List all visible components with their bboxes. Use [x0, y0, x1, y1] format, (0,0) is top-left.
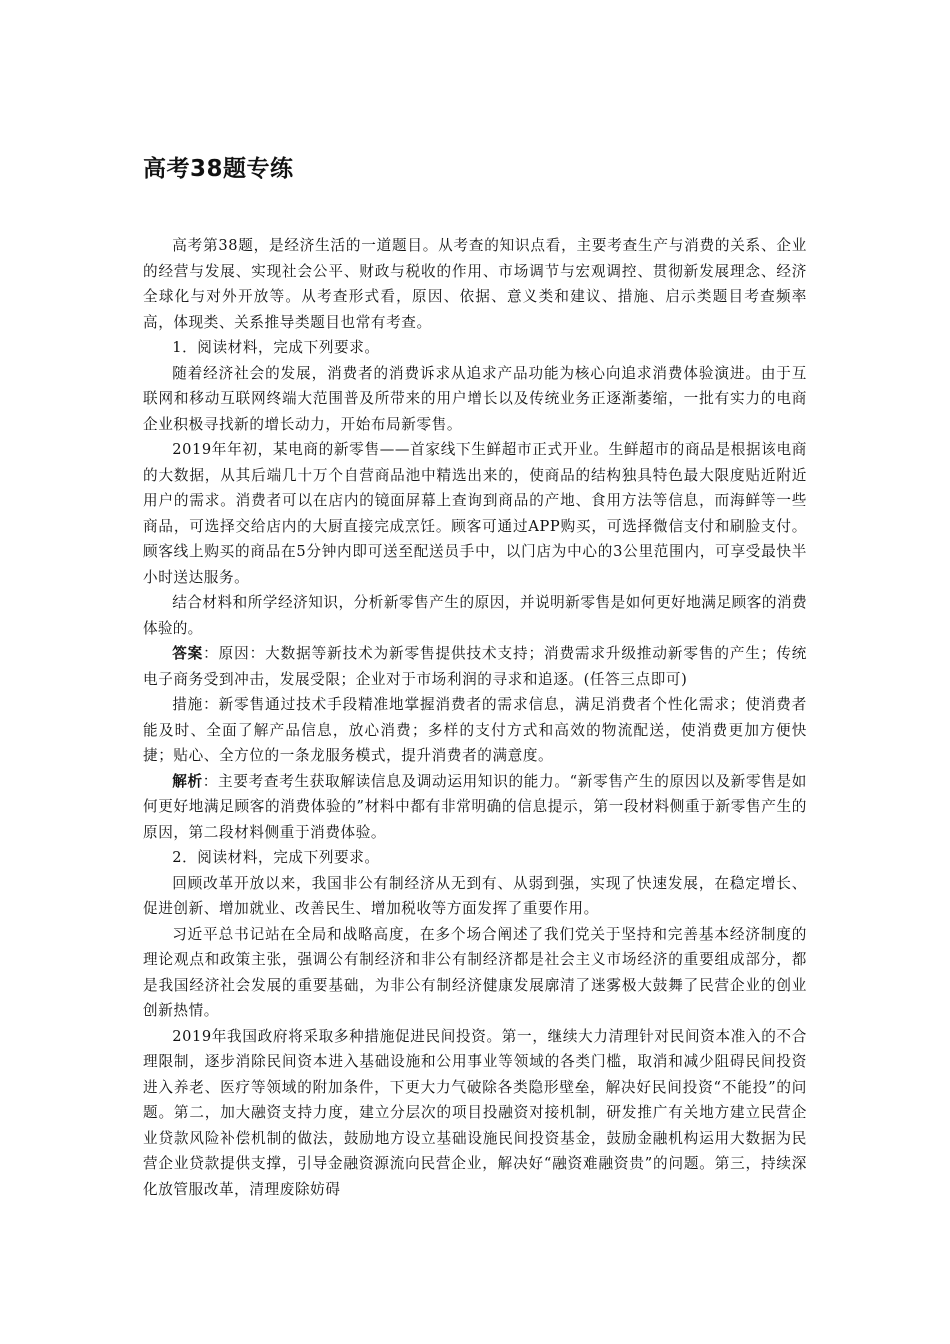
- analysis-text: ：主要考查考生获取解读信息及调动运用知识的能力。“新零售产生的原因以及新零售是如何更好地满足顾客的消费体验的”材料中都有非常明确的信息提示，第一段材料侧重于新零售产生的原因，第二段材料侧重于消费体验。: [143, 772, 807, 841]
- question-1-measures: 措施：新零售通过技术手段精准地掌握消费者的需求信息，满足消费者个性化需求；使消费者能及时、全面了解产品信息，放心消费；多样的支付方式和高效的物流配送，使消费更加方便快捷；贴心、全方位的一条龙服务模式，提升消费者的满意度。: [143, 696, 807, 764]
- answer-text: ：原因：大数据等新技术为新零售提供技术支持；消费需求升级推动新零售的产生；传统电子商务受到冲击，发展受限；企业对于市场利润的寻求和追逐。(任答三点即可): [143, 645, 807, 688]
- question-2-material-paragraph: 2019年我国政府将采取多种措施促进民间投资。第一，继续大力清理针对民间资本准入的不合理限制，逐步消除民间资本进入基础设施和公用事业等领域的各类门槛，取消和减少阻碍民间投资进入养老、医疗等领域的附加条件，下更大力气破除各类隐形壁垒，解决好民间投资“不能投”的问题。第二，加大融资支持力度，建立分层次的项目投融资对接机制，研发推广有关地方建立民营企业贷款风险补偿机制的做法，鼓励地方设立基础设施民间投资基金，鼓励金融机构运用大数据为民营企业贷款提供支撑，引导金融资源流向民营企业，解决好“融资难融资贵”的问题。第三，持续深化放管服改革，清理废除妨碍: [143, 1027, 807, 1198]
- question-1-analysis: [143, 769, 807, 846]
- intro-paragraph: 高考第38题，是经济生活的一道题目。从考查的知识点看，主要考查生产与消费的关系、企业的经营与发展、实现社会公平、财政与税收的作用、市场调节与宏观调控、贯彻新发展理念、经济全球化与对外开放等。从考查形式看，原因、依据、意义类和建议、措施、启示类题目考查频率高，体现类、关系推导类题目也常有考查。: [143, 237, 807, 331]
- document-body: [143, 233, 807, 1202]
- question-1-material-paragraph: 随着经济社会的发展，消费者的消费诉求从追求产品功能为核心向追求消费体验演进。由于互联网和移动互联网终端大范围普及所带来的用户增长以及传统业务正逐渐萎缩，一批有实力的电商企业积极寻找新的增长动力，开始布局新零售。: [143, 364, 807, 433]
- question-2-material-paragraph: 回顾改革开放以来，我国非公有制经济从无到有、从弱到强，实现了快速发展，在稳定增长、促进创新、增加就业、改善民生、增加税收等方面发挥了重要作用。: [143, 874, 807, 917]
- question-2-material-paragraph: 习近平总书记站在全局和战略高度，在多个场合阐述了我们党关于坚持和完善基本经济制度的理论观点和政策主张，强调公有制经济和非公有制经济都是社会主义市场经济的重要组成部分，都是我国经济社会发展的重要基础，为非公有制经济健康发展廓清了迷雾极大鼓舞了民营企业的创业创新热情。: [143, 925, 807, 1019]
- document-title: 高考38题专练: [143, 156, 294, 182]
- question-1-answer: [143, 641, 807, 692]
- analysis-label: 解析: [172, 772, 203, 790]
- question-1-prompt: 结合材料和所学经济知识，分析新零售产生的原因，并说明新零售是如何更好地满足顾客的消费体验的。: [143, 594, 807, 637]
- question-1-heading: 1．阅读材料，完成下列要求。: [172, 339, 380, 356]
- question-1-material-paragraph: 2019年年初，某电商的新零售——首家线下生鲜超市正式开业。生鲜超市的商品是根据该电商的大数据，从其后端几十万个自营商品池中精选出来的，使商品的结构独具特色最大限度贴近附近用户的需求。消费者可以在店内的镜面屏幕上查询到商品的产地、食用方法等信息，而海鲜等一些商品，可选择交给店内的大厨直接完成烹饪。顾客可通过APP购买，可选择微信支付和刷脸支付。顾客线上购买的商品在5分钟内即可送至配送员手中，以门店为中心的3公里范围内，可享受最快半小时送达服务。: [143, 441, 807, 586]
- answer-label: 答案: [172, 645, 204, 662]
- question-2-heading: 2．阅读材料，完成下列要求。: [172, 849, 380, 866]
